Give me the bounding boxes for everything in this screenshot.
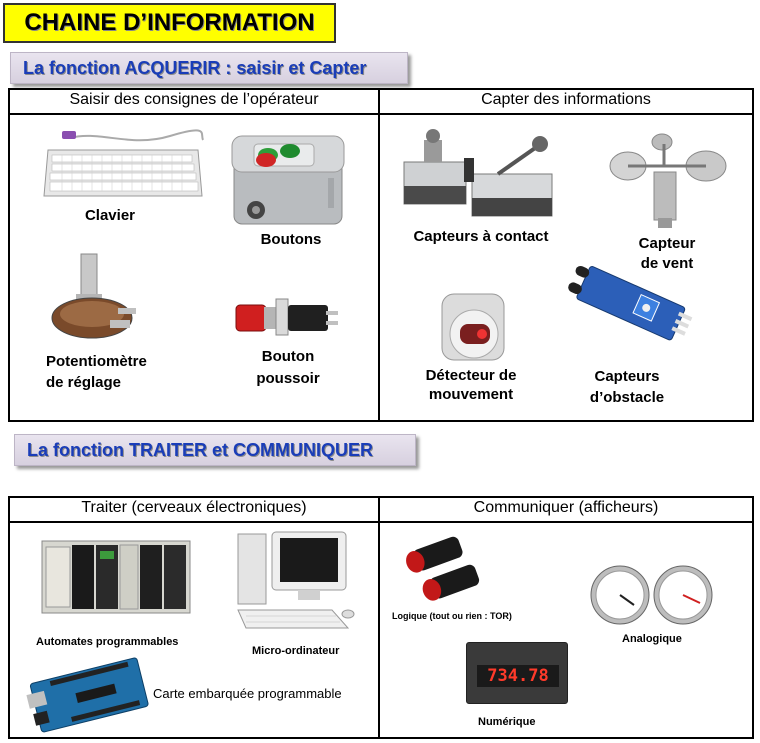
push-button-box-icon bbox=[228, 122, 348, 227]
page-title: CHAINE D’INFORMATION bbox=[3, 3, 336, 43]
logique-label: Logique (tout ou rien : TOR) bbox=[392, 611, 512, 621]
motion-detector-icon bbox=[438, 292, 508, 364]
traiter-header: Traiter (cerveaux électroniques) bbox=[8, 496, 380, 523]
computer-icon bbox=[232, 530, 356, 636]
capteurs-obstacle-label-line2: d’obstacle bbox=[589, 389, 665, 406]
communiquer-header: Communiquer (afficheurs) bbox=[378, 496, 754, 523]
capter-header: Capter des informations bbox=[378, 88, 754, 115]
carte-embarquee-label: Carte embarquée programmable bbox=[153, 686, 342, 701]
saisir-header: Saisir des consignes de l’opérateur bbox=[8, 88, 380, 115]
potentiometre-label-line1: Potentiomètre bbox=[46, 353, 147, 370]
bouton-poussoir-label-line1: Bouton bbox=[261, 348, 315, 365]
bouton-poussoir-label-line2: poussoir bbox=[256, 370, 320, 387]
traiter-column-divider bbox=[378, 496, 380, 739]
micro-ordinateur-label: Micro-ordinateur bbox=[252, 645, 340, 657]
clavier-label: Clavier bbox=[84, 207, 136, 224]
capteurs-obstacle-label-line1: Capteurs bbox=[594, 368, 660, 385]
numerique-label: Numérique bbox=[478, 716, 536, 728]
automates-label: Automates programmables bbox=[36, 636, 179, 648]
potentiometer-icon bbox=[48, 250, 138, 342]
limit-switch-icon bbox=[398, 126, 560, 221]
analog-gauges-icon bbox=[590, 563, 714, 627]
ir-obstacle-sensor-icon bbox=[566, 255, 694, 355]
acquerir-column-divider bbox=[378, 88, 380, 422]
acquerir-section-banner: La fonction ACQUERIR : saisir et Capter bbox=[10, 52, 408, 84]
capteurs-contact-label: Capteurs à contact bbox=[413, 228, 549, 245]
capteur-vent-label-line2: de vent bbox=[640, 255, 694, 272]
plc-icon bbox=[40, 535, 192, 617]
capteur-vent-label-line1: Capteur bbox=[638, 235, 696, 252]
analogique-label: Analogique bbox=[622, 633, 682, 645]
anemometer-icon bbox=[602, 132, 732, 232]
detecteur-label-line2: mouvement bbox=[428, 386, 514, 403]
digital-display-value: 734.78 bbox=[477, 665, 559, 687]
keyboard-icon bbox=[40, 128, 205, 203]
detecteur-label-line1: Détecteur de bbox=[425, 367, 517, 384]
arduino-board-icon bbox=[26, 660, 152, 728]
indicator-lights-icon bbox=[396, 536, 476, 610]
potentiometre-label-line2: de réglage bbox=[46, 374, 122, 391]
digital-display-icon bbox=[466, 642, 568, 704]
boutons-label: Boutons bbox=[260, 231, 322, 248]
push-button-icon bbox=[232, 293, 342, 341]
traiter-section-banner: La fonction TRAITER et COMMUNIQUER bbox=[14, 434, 416, 466]
